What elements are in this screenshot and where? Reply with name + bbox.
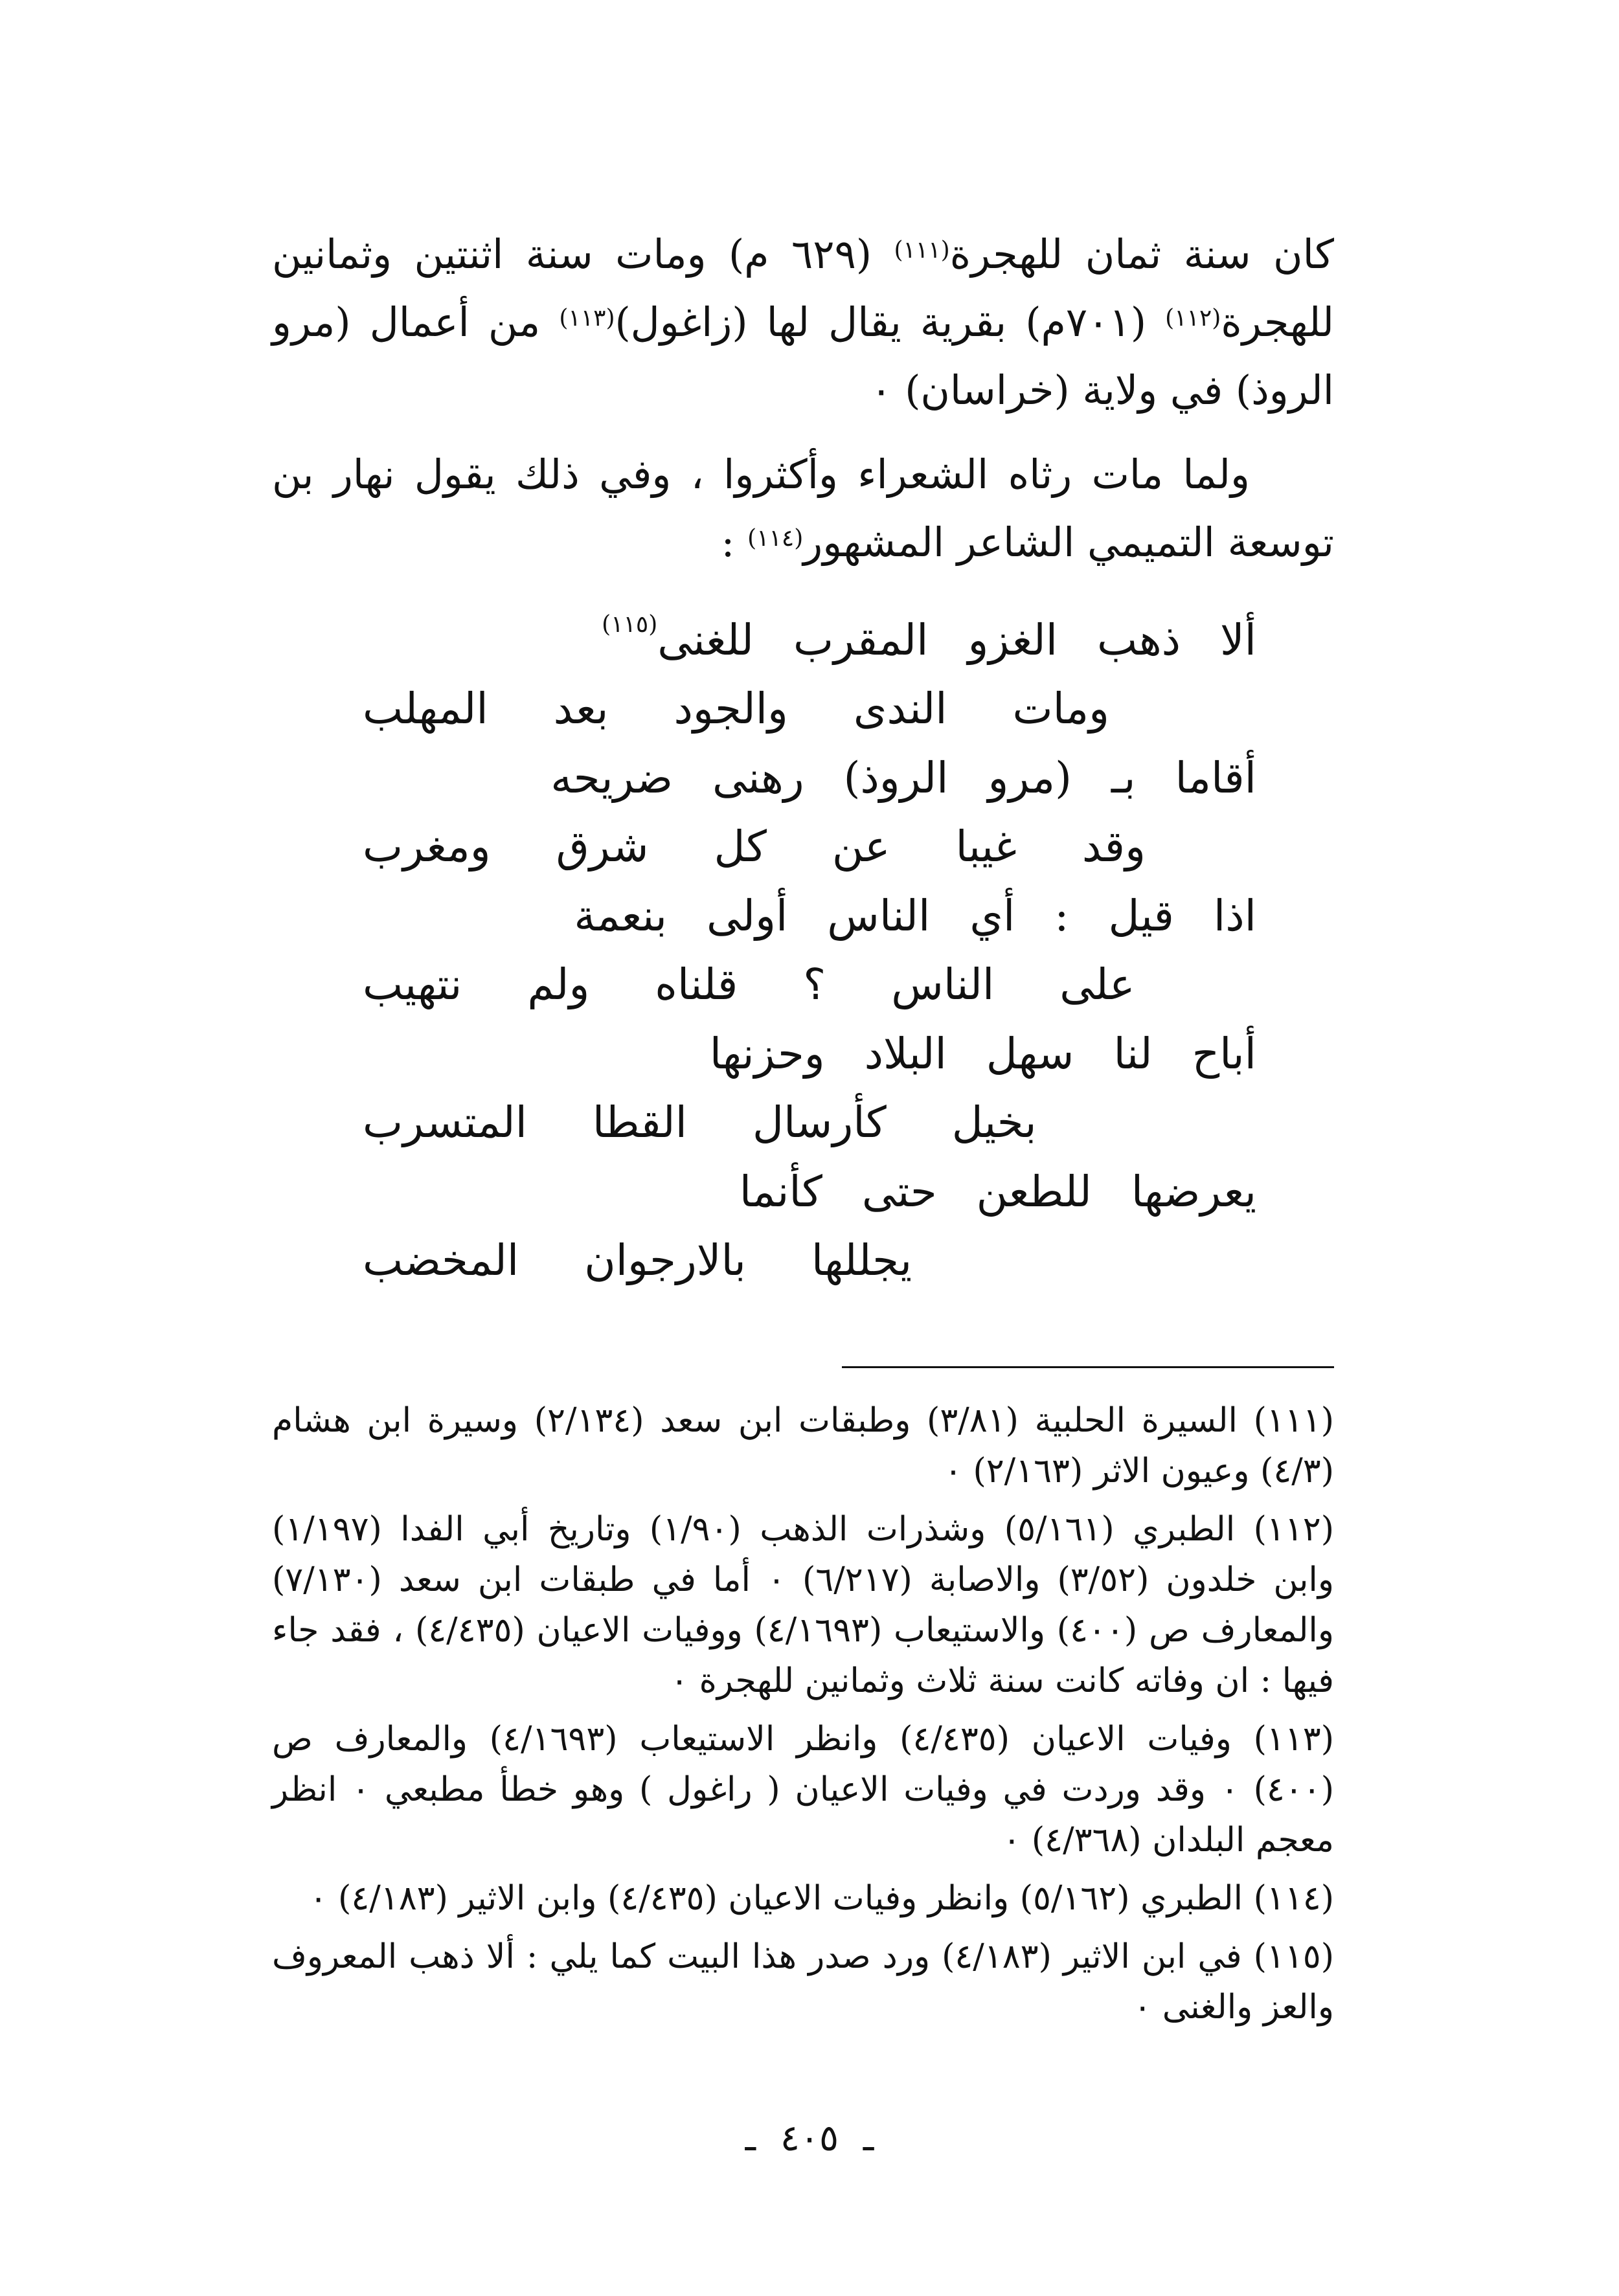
paragraph-1-text-b: (٦٢٩ م) ومات سنة اثنتين وثمانين للهجرة	[272, 231, 1334, 346]
poem-verse	[363, 1029, 1256, 1167]
note-ref-115: (١١٥)	[602, 611, 658, 638]
note-ref-113: (١١٣)	[559, 305, 615, 332]
note-ref-111: (١١١)	[894, 237, 950, 264]
paragraph-1-text-a: كان سنة ثمان للهجرة	[949, 231, 1334, 278]
poem-verse	[363, 611, 1256, 753]
verse-first-hemistich: اذا قيل : أي الناس أولى بنعمة	[574, 891, 1256, 941]
paragraph-2-text-b: :	[721, 519, 748, 566]
verse-second-hemistich: وقد غيبا عن كل شرق ومغرب	[363, 822, 1146, 872]
poem	[363, 611, 1256, 1305]
footnote-115: (١١٥) في ابن الاثير (٤/١٨٣) ورد صدر هذا البيت كما يلي : ألا ذهب المعروف والعز والغنى ٠	[272, 1937, 1334, 2027]
verse-first-hemistich: ألا ذهب الغزو المقرب للغنى$^{(١١٥)}$	[602, 611, 1256, 665]
note-ref-114: (١١٤)	[747, 525, 804, 552]
footnote-111: (١١١) السيرة الحلبية (٣/٨١) وطبقات ابن سعد (٢/١٣٤) وسيرة ابن هشام (٤/٣) وعيون الاثر (٢/١٦٣) ٠	[272, 1401, 1335, 1491]
verse-first-hemistich: أباح لنا سهل البلاد وحزنها	[709, 1029, 1256, 1079]
verse-second-hemistich: يجللها بالارجوان المخضب	[363, 1235, 912, 1285]
paragraph-1-text-c: (٧٠١م) بقرية يقال لها (زاغول)	[615, 298, 1166, 346]
poem-verse	[363, 1167, 1256, 1305]
paragraph-2	[272, 440, 1334, 576]
footnote-113: (١١٣) وفيات الاعيان (٤/٤٣٥) وانظر الاستيعاب (٤/١٦٩٣) والمعارف ص (٤٠٠) ٠ وقد وردت في وفيات الاعيان ( راغول ) وهو خطأ مطبعي ٠ انظر معجم البلدان (٤/٣٦٨) ٠	[272, 1720, 1335, 1860]
paragraph-1-text-d: من أعمال (مرو الروذ) في ولاية (خراسان) ٠	[272, 298, 1334, 414]
verse-first-hemistich: يعرضها للطعن حتى كأنما	[739, 1167, 1256, 1217]
page-number: ـ ٤٠٥ ـ	[745, 2117, 874, 2159]
note-ref-112: (١١٢)	[1165, 305, 1221, 332]
verse-second-hemistich: ومات الندى والجود بعد المهلب	[363, 684, 1109, 734]
verse-second-hemistich: على الناس ؟ قلناه ولم نتهيب	[363, 960, 1135, 1009]
poem-verse	[363, 753, 1256, 891]
footnotes	[272, 1395, 1334, 2040]
footnote-112: (١١٢) الطبري (٥/١٦١) وشذرات الذهب (١/٩٠) وتاريخ أبي الفدا (١/١٩٧) وابن خلدون (٣/٥٢) والاصابة (٦/٢١٧) ٠ أما في طبقات ابن سعد (٧/١٣٠) والمعارف ص (٤٠٠) والاستيعاب (٤/١٦٩٣) ووفيات الاعيان (٤/٤٣٥) ، فقد جاء فيها : ان وفاته كانت سنة ثلاث وثمانين للهجرة ٠	[272, 1510, 1334, 1700]
footnote-divider	[842, 1366, 1334, 1368]
paragraph-1	[272, 220, 1334, 424]
verse-first-hemistich: أقاما بـ (مرو الروذ) رهنى ضريحه	[550, 753, 1256, 803]
body-text	[272, 220, 1334, 576]
verse-second-hemistich: بخيل كأرسال القطا المتسرب	[363, 1097, 1037, 1147]
poem-verse	[363, 891, 1256, 1029]
paragraph-2-text-a: ولما مات رثاه الشعراء وأكثروا ، وفي ذلك يقول نهار بن توسعة التميمي الشاعر المشهور	[272, 451, 1334, 566]
footnote-114: (١١٤) الطبري (٥/١٦٢) وانظر وفيات الاعيان (٤/٤٣٥) وابن الاثير (٤/١٨٣) ٠	[309, 1879, 1334, 1918]
